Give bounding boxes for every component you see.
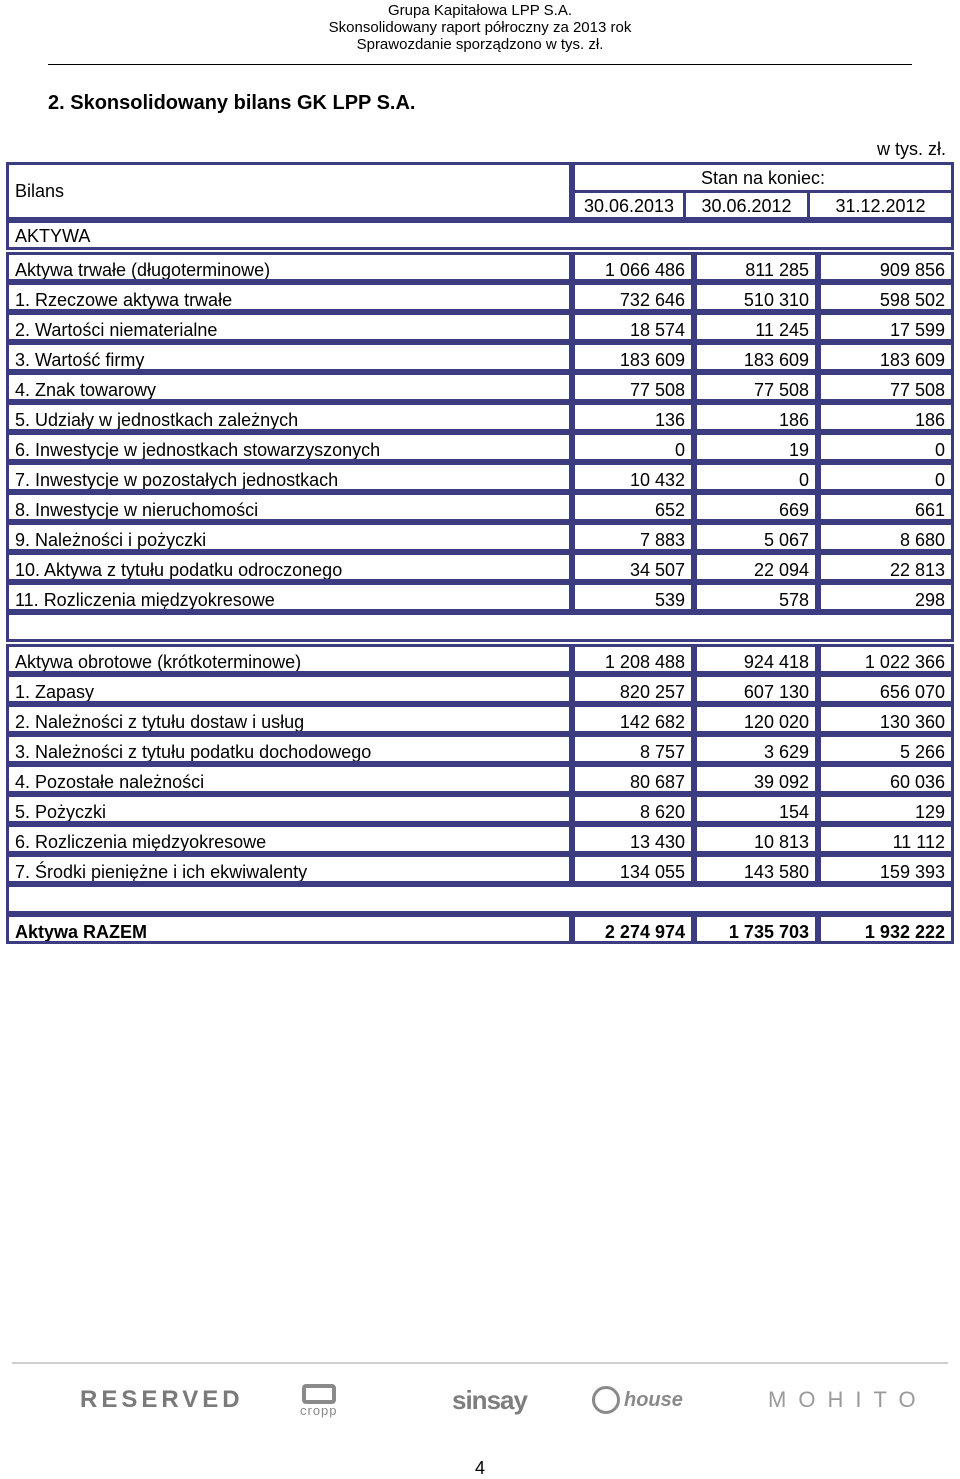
row-value-3: 598 502 [818,282,954,312]
row-label: 9. Należności i pożyczki [6,522,572,552]
row-value-3: 5 266 [818,734,954,764]
table-row [6,644,954,674]
table-row [6,312,954,342]
row-value-2: 811 285 [694,252,818,282]
section-title: 2. Skonsolidowany bilans GK LPP S.A. [48,92,416,114]
row-value-3: 298 [818,582,954,612]
table-row [6,372,954,402]
row-value-2: 183 609 [694,342,818,372]
row-label: 7. Środki pieniężne i ich ekwiwalenty [6,854,572,884]
row-value-3: 1 022 366 [818,644,954,674]
row-value-2: 10 813 [694,824,818,854]
row-value-2: 0 [694,462,818,492]
table-row [6,522,954,552]
row-label: 4. Znak towarowy [6,372,572,402]
row-label: 7. Inwestycje w pozostałych jednostkach [6,462,572,492]
row-label: 5. Pożyczki [6,794,572,824]
row-value-2: 154 [694,794,818,824]
cropp-logo [300,1378,338,1422]
header-note: Sprawozdanie sporządzono w tys. zł. [356,36,604,53]
spacer-row [6,884,954,914]
row-value-3: 8 680 [818,522,954,552]
footer-divider [12,1362,948,1364]
aktywa-heading: AKTYWA [6,220,954,250]
table-row [6,794,954,824]
row-label: 2. Należności z tytułu dostaw i usług [6,704,572,734]
table-row [6,704,954,734]
row-value-2: 5 067 [694,522,818,552]
row-label: 2. Wartości niematerialne [6,312,572,342]
table-row [6,282,954,312]
row-label: 3. Należności z tytułu podatku dochodowego [6,734,572,764]
row-value-2: 143 580 [694,854,818,884]
row-value-2: 669 [694,492,818,522]
row-label: 10. Aktywa z tytułu podatku odroczonego [6,552,572,582]
cropp-logo-text: cropp [300,1402,338,1418]
row-value-3: 183 609 [818,342,954,372]
table-row [6,854,954,884]
row-value-1: 34 507 [572,552,694,582]
row-value-1: 136 [572,402,694,432]
table-row [6,252,954,282]
total-value-1: 2 274 974 [572,914,694,944]
row-value-1: 8 757 [572,734,694,764]
row-label: 6. Rozliczenia międzyokresowe [6,824,572,854]
date-col-2: 30.06.2012 [686,190,810,220]
row-value-1: 732 646 [572,282,694,312]
row-value-1: 1 066 486 [572,252,694,282]
row-value-2: 11 245 [694,312,818,342]
row-value-1: 142 682 [572,704,694,734]
row-value-3: 17 599 [818,312,954,342]
row-value-2: 39 092 [694,764,818,794]
date-col-3: 31.12.2012 [810,190,954,220]
row-value-3: 186 [818,402,954,432]
row-value-1: 8 620 [572,794,694,824]
row-value-2: 77 508 [694,372,818,402]
table-row [6,342,954,372]
table-row [6,462,954,492]
row-label: 6. Inwestycje w jednostkach stowarzyszonych [6,432,572,462]
row-label: 3. Wartość firmy [6,342,572,372]
bilans-label: Bilans [6,162,572,220]
row-value-2: 19 [694,432,818,462]
mohito-logo: MOHITO [768,1387,928,1412]
row-value-2: 3 629 [694,734,818,764]
header-company: Grupa Kapitałowa LPP S.A. [388,2,572,19]
total-value-2: 1 735 703 [694,914,818,944]
row-value-1: 134 055 [572,854,694,884]
table-row [6,552,954,582]
row-value-3: 0 [818,432,954,462]
table-row [6,824,954,854]
row-value-3: 11 112 [818,824,954,854]
table-row [6,764,954,794]
row-value-1: 13 430 [572,824,694,854]
unit-label: w tys. zł. [876,139,946,159]
house-logo-text: house [624,1388,683,1411]
total-label: Aktywa RAZEM [6,914,572,944]
row-value-1: 183 609 [572,342,694,372]
row-value-1: 820 257 [572,674,694,704]
row-value-2: 186 [694,402,818,432]
row-value-3: 130 360 [818,704,954,734]
row-label: Aktywa trwałe (długoterminowe) [6,252,572,282]
date-col-1: 30.06.2013 [572,190,686,220]
row-value-3: 129 [818,794,954,824]
row-value-2: 510 310 [694,282,818,312]
table-row [6,734,954,764]
table-row [6,402,954,432]
row-value-1: 10 432 [572,462,694,492]
header-report: Skonsolidowany raport półroczny za 2013 rok [328,19,632,36]
table-row [6,492,954,522]
house-logo-mark [592,1386,620,1414]
stan-na-koniec-label: Stan na koniec: [572,162,954,192]
row-label: 4. Pozostałe należności [6,764,572,794]
table-row [6,432,954,462]
row-label: 11. Rozliczenia międzyokresowe [6,582,572,612]
header-divider [48,64,912,65]
row-label: 1. Zapasy [6,674,572,704]
row-value-3: 656 070 [818,674,954,704]
row-label: 5. Udziały w jednostkach zależnych [6,402,572,432]
row-value-1: 77 508 [572,372,694,402]
row-value-2: 607 130 [694,674,818,704]
row-value-2: 22 094 [694,552,818,582]
row-value-2: 924 418 [694,644,818,674]
house-logo [592,1378,683,1422]
brand-logos [0,1378,960,1422]
spacer-row [6,612,954,642]
row-value-1: 652 [572,492,694,522]
row-value-3: 661 [818,492,954,522]
cropp-logo-mark [302,1384,336,1404]
sinsay-logo: sinsay [452,1384,527,1415]
row-value-1: 80 687 [572,764,694,794]
row-value-3: 909 856 [818,252,954,282]
table-row [6,674,954,704]
row-value-3: 22 813 [818,552,954,582]
row-value-3: 77 508 [818,372,954,402]
row-label: Aktywa obrotowe (krótkoterminowe) [6,644,572,674]
row-value-1: 7 883 [572,522,694,552]
total-value-3: 1 932 222 [818,914,954,944]
row-value-1: 0 [572,432,694,462]
row-label: 8. Inwestycje w nieruchomości [6,492,572,522]
row-value-2: 120 020 [694,704,818,734]
row-label: 1. Rzeczowe aktywa trwałe [6,282,572,312]
row-value-1: 539 [572,582,694,612]
table-row [6,582,954,612]
row-value-2: 578 [694,582,818,612]
reserved-logo: RESERVED [80,1386,244,1413]
row-value-1: 1 208 488 [572,644,694,674]
row-value-3: 0 [818,462,954,492]
row-value-3: 159 393 [818,854,954,884]
row-value-3: 60 036 [818,764,954,794]
row-value-1: 18 574 [572,312,694,342]
total-row [6,914,954,944]
page-number: 4 [474,1458,485,1478]
